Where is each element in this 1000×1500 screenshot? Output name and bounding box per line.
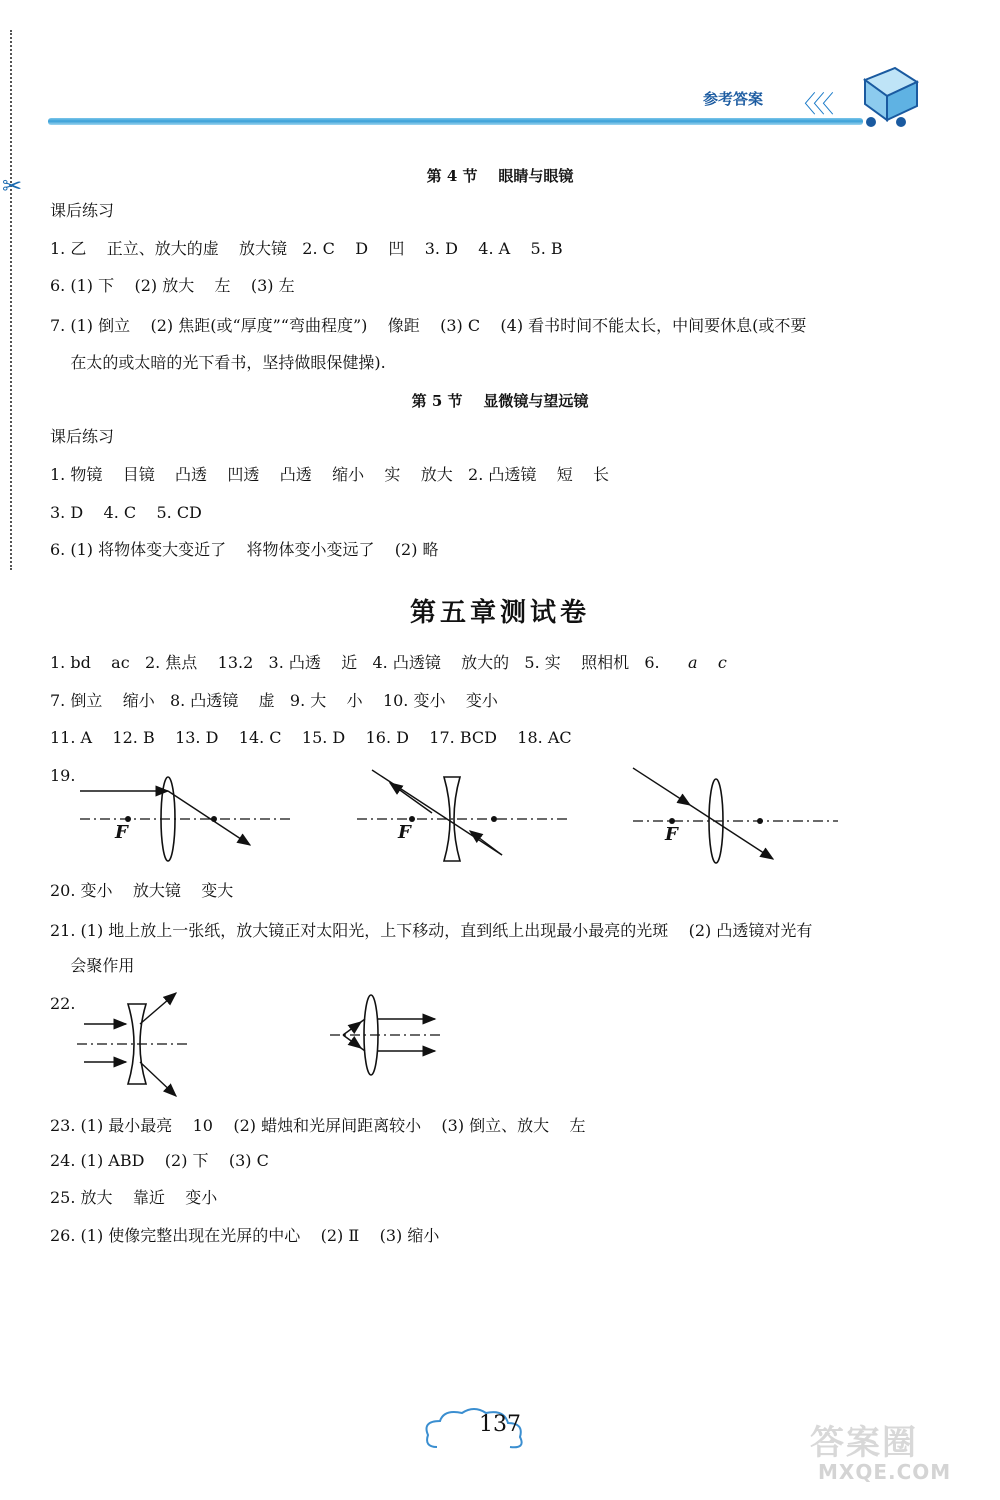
answer-line: 6. (1) 将物体变大变近了 将物体变小变远了 (2) 略 — [50, 540, 439, 559]
answer-line: 1. 乙 正立、放大的虚 放大镜 2. C D 凹 3. D 4. A 5. B — [50, 239, 563, 258]
answer-line: 26. (1) 使像完整出现在光屏的中心 (2) Ⅱ (3) 缩小 — [50, 1226, 440, 1245]
q22-diagram-convex — [325, 990, 455, 1110]
section-5-title: 第 5 节 显微镜与望远镜 — [411, 392, 589, 410]
q22-label: 22. — [50, 994, 76, 1013]
watermark: 答案圈 — [810, 1423, 918, 1463]
header-label: 参考答案 — [703, 90, 764, 108]
answer-line: 会聚作用 — [50, 956, 135, 975]
q6-italic-answer: a c — [688, 653, 727, 672]
answer-line: 24. (1) ABD (2) 下 (3) C — [50, 1151, 269, 1170]
focus-label: F — [398, 822, 411, 843]
focus-label: F — [665, 824, 678, 845]
chapter-title: 第五章测试卷 — [409, 598, 590, 628]
scissors-icon: ✂ — [2, 172, 23, 200]
answer-line: 7. 倒立 缩小 8. 凸透镜 虚 9. 大 小 10. 变小 变小 — [50, 691, 498, 710]
chevron-icons: 〈〈〈 — [792, 90, 831, 118]
q19-label: 19. — [50, 766, 76, 785]
section-4-subtitle: 课后练习 — [50, 201, 115, 220]
answer-line: 1. 物镜 目镜 凸透 凹透 凸透 缩小 实 放大 2. 凸透镜 短 长 — [50, 465, 610, 484]
answer-line: 11. A 12. B 13. D 14. C 15. D 16. D 17. BCD 18. AC — [50, 728, 572, 747]
answer-line: 21. (1) 地上放上一张纸，放大镜正对太阳光，上下移动，直到纸上出现最小最亮的光斑 (2) 凸透镜对光有 — [50, 921, 813, 940]
page-number: 137 — [479, 1412, 521, 1437]
q19-diagram-convex-2 — [628, 765, 868, 865]
answer-line: 3. D 4. C 5. CD — [50, 503, 202, 522]
answer-line: 25. 放大 靠近 变小 — [50, 1188, 218, 1207]
answer-line: 7. (1) 倒立 (2) 焦距(或“厚度”“弯曲程度”) 像距 (3) C (4) 看书时间不能太长，中间要休息(或不要 — [50, 316, 807, 335]
cut-line — [10, 30, 12, 570]
focus-label: F — [115, 822, 128, 843]
q19-diagram-convex-1 — [70, 765, 310, 865]
answer-line: 在太的或太暗的光下看书，坚持做眼保健操). — [50, 353, 386, 372]
answer-line: 6. (1) 下 (2) 放大 左 (3) 左 — [50, 276, 295, 295]
cube-cart-icon — [855, 60, 925, 130]
watermark-url: MXQE.COM — [818, 1460, 952, 1484]
answer-line: 1. bd ac 2. 焦点 13.2 3. 凸透 近 4. 凸透镜 放大的 5. 实 照相机 6. — [50, 653, 660, 672]
answer-line: 20. 变小 放大镜 变大 — [50, 881, 234, 900]
q19-diagram-concave — [352, 765, 592, 865]
section-5-subtitle: 课后练习 — [50, 427, 115, 446]
section-4-title: 第 4 节 眼睛与眼镜 — [426, 167, 574, 185]
answer-line: 23. (1) 最小最亮 10 (2) 蜡烛和光屏间距离较小 (3) 倒立、放大 左 — [50, 1116, 586, 1135]
q22-diagram-concave — [72, 990, 222, 1110]
header-rule — [48, 118, 863, 125]
